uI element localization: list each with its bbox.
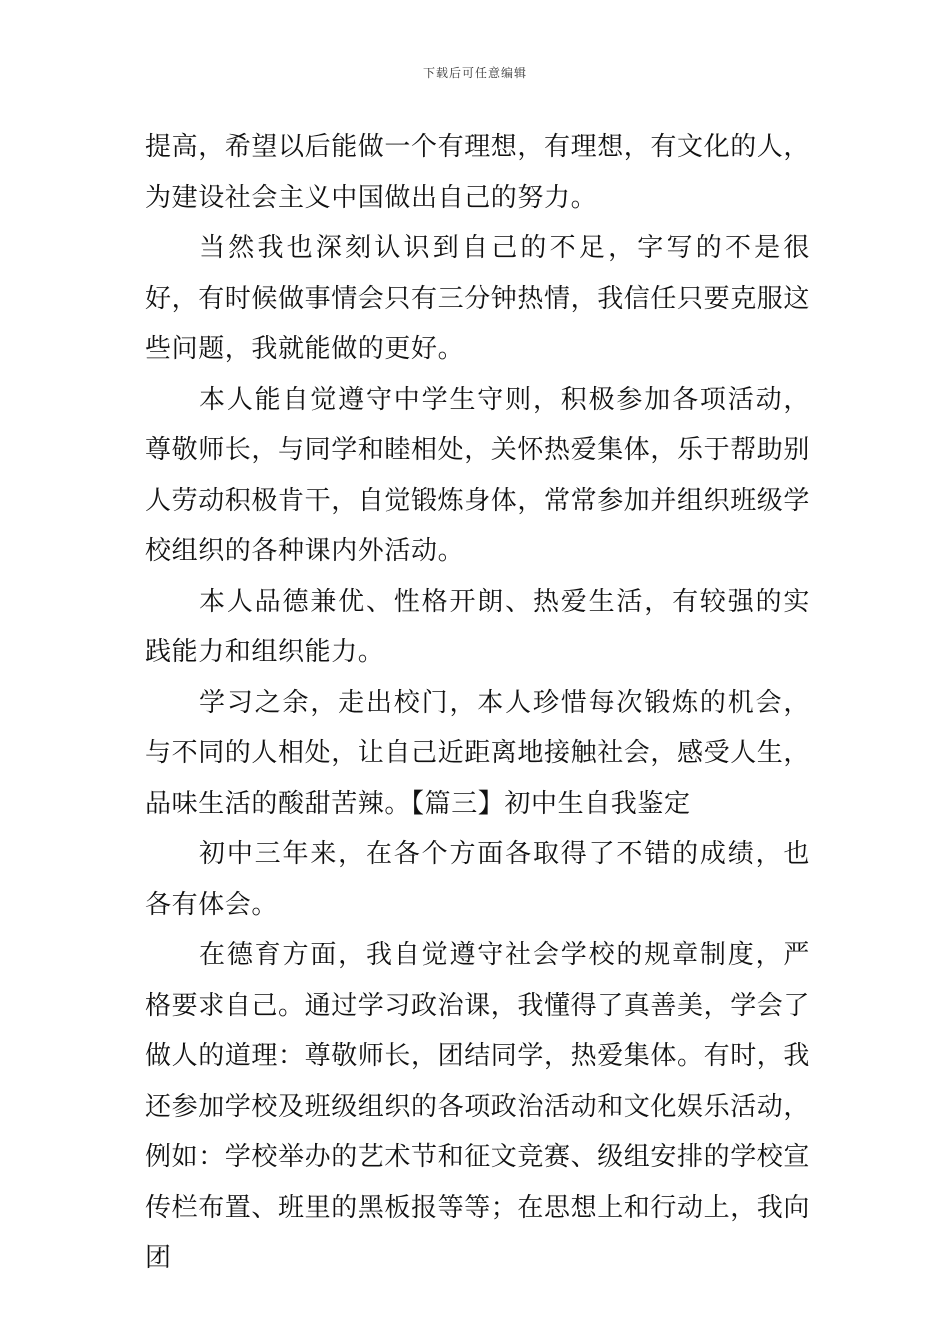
- document-body: [145, 122, 810, 1284]
- paragraph-2: 当然我也深刻认识到自己的不足，字写的不是很好，有时候做事情会只有三分钟热情，我信任只要克服这些问题，我就能做的更好。: [145, 233, 811, 364]
- paragraph-3: 本人能自觉遵守中学生守则，积极参加各项活动，尊敬师长，与同学和睦相处，关怀热爱集体，乐于帮助别人劳动积极肯干，自觉锻炼身体，常常参加并组织班级学校组织的各种课内外活动。: [145, 384, 811, 566]
- paragraph-7: 在德育方面，我自觉遵守社会学校的规章制度，严格要求自己。通过学习政治课，我懂得了真善美，学会了做人的道理：尊敬师长，团结同学，热爱集体。有时，我还参加学校及班级组织的各项政治活动和文化娱乐活动，例如：学校举办的艺术节和征文竞赛、级组安排的学校宣传栏布置、班里的黑板报等等；在思想上和行动上，我向团: [145, 940, 811, 1273]
- page-header-note: 下载后可任意编辑: [422, 66, 527, 80]
- paragraph-1: 提高，希望以后能做一个有理想，有理想，有文化的人，为建设社会主义中国做出自己的努力。: [145, 132, 811, 213]
- paragraph-5: 学习之余，走出校门，本人珍惜每次锻炼的机会，与不同的人相处，让自己近距离地接触社会，感受人生，品味生活的酸甜苦辣。【篇三】初中生自我鉴定: [145, 687, 811, 819]
- paragraph-4: 本人品德兼优、性格开朗、热爱生活，有较强的实践能力和组织能力。: [145, 586, 810, 667]
- paragraph-6: 初中三年来，在各个方面各取得了不错的成绩，也各有体会。: [145, 839, 810, 920]
